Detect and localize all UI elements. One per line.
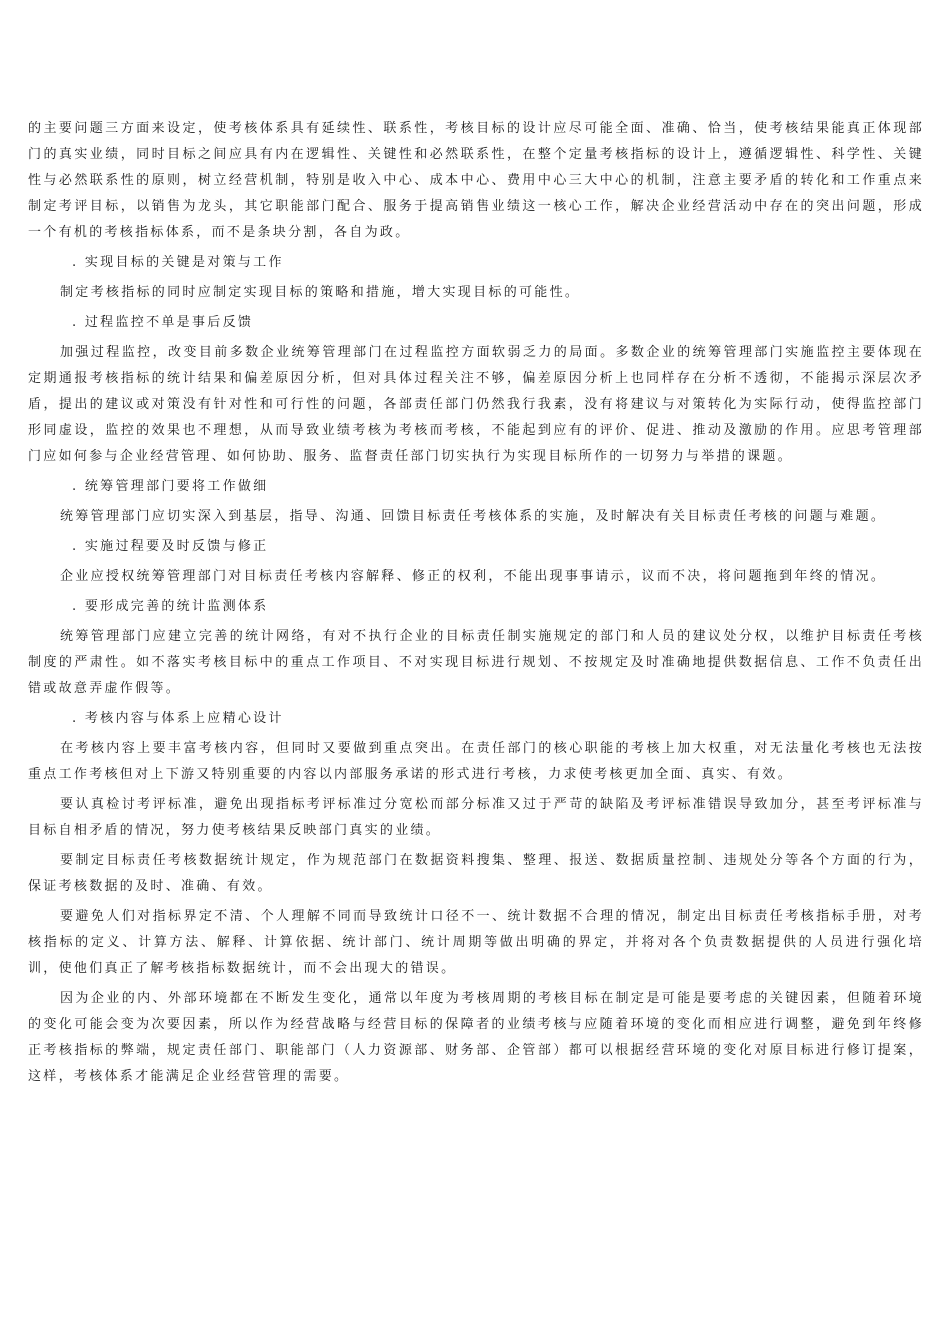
paragraph: 制定考核指标的同时应制定实现目标的策略和措施，增大实现目标的可能性。 — [60, 285, 581, 300]
paragraph: 要认真检讨考评标准，避免出现指标考评标准过分宽松而部分标准又过于严苛的缺陷及考评标准错误导致加分，甚至考评标准与目标自相矛盾的情况，努力使考核结果反映部门真实的业绩。 — [28, 797, 924, 838]
paragraph: 企业应授权统筹管理部门对目标责任考核内容解释、修正的权利，不能出现事事请示，议而不决，将问题拖到年终的情况。 — [60, 569, 887, 584]
section-heading: . 实施过程要及时反馈与修正 — [72, 539, 269, 554]
document-page — [28, 116, 924, 1090]
paragraph: 在考核内容上要丰富考核内容，但同时又要做到重点突出。在责任部门的核心职能的考核上加大权重，对无法量化考核也无法按重点工作考核但对上下游又特别重要的内容以内部服务承诺的形式进行考核，力求使考核更加全面、真实、有效。 — [28, 741, 924, 782]
section-heading: . 考核内容与体系上应精心设计 — [72, 711, 284, 726]
paragraph: 的主要问题三方面来设定，使考核体系具有延续性、联系性，考核目标的设计应尽可能全面、准确、恰当，使考核结果能真正体现部门的真实业绩，同时目标之间应具有内在逻辑性、关键性和必然联系性，在整个定量考核指标的设计上，遵循逻辑性、科学性、关键性与必然联系性的原则，树立经营机制，特别是收入中心、成本中心、费用中心三大中心的机制，注意主要矛盾的转化和工作重点来制定考评目标，以销售为龙头，其它职能部门配合、服务于提高销售业绩这一核心工作，解决企业经营活动中存在的突出问题，形成一个有机的考核指标体系，而不是条块分割，各自为政。 — [28, 121, 924, 240]
paragraph: 要避免人们对指标界定不清、个人理解不同而导致统计口径不一、统计数据不合理的情况，制定出目标责任考核指标手册，对考核指标的定义、计算方法、解释、计算依据、统计部门、统计周期等做出明确的界定，并将对各个负责数据提供的人员进行强化培训，使他们真正了解考核指标数据统计，而不会出现大的错误。 — [28, 909, 924, 976]
paragraph: 要制定目标责任考核数据统计规定，作为规范部门在数据资料搜集、整理、报送、数据质量控制、违规处分等各个方面的行为，保证考核数据的及时、准确、有效。 — [28, 853, 924, 894]
section-heading: . 过程监控不单是事后反馈 — [72, 315, 254, 330]
section-heading: . 要形成完善的统计监测体系 — [72, 599, 269, 614]
paragraph: 加强过程监控，改变目前多数企业统筹管理部门在过程监控方面软弱乏力的局面。多数企业的统筹管理部门实施监控主要体现在定期通报考核指标的统计结果和偏差原因分析，但对具体过程关注不够，偏差原因分析上也同样存在分析不透彻，不能揭示深层次矛盾，提出的建议或对策没有针对性和可行性的问题，各部责任部门仍然我行我素，没有将建议与对策转化为实际行动，使得监控部门形同虚设，监控的效果也不理想，从而导致业绩考核为考核而考核，不能起到应有的评价、促进、推动及激励的作用。应思考管理部门应如何参与企业经营管理、如何协助、服务、监督责任部门切实执行为实现目标所作的一切努力与举措的课题。 — [28, 345, 924, 464]
paragraph: 统筹管理部门应切实深入到基层，指导、沟通、回馈目标责任考核体系的实施，及时解决有关目标责任考核的问题与难题。 — [60, 509, 887, 524]
paragraph: 统筹管理部门应建立完善的统计网络，有对不执行企业的目标责任制实施规定的部门和人员的建议处分权，以维护目标责任考核制度的严肃性。如不落实考核目标中的重点工作项目、不对实现目标进行规划、不按规定及时准确地提供数据信息、工作不负责任出错或故意弄虚作假等。 — [28, 629, 924, 696]
paragraph: 因为企业的内、外部环境都在不断发生变化，通常以年度为考核周期的考核目标在制定是可能是要考虑的关键因素，但随着环境的变化可能会变为次要因素，所以作为经营战略与经营目标的保障者的业绩考核与应随着环境的变化而相应进行调整，避免到年终修正考核指标的弊端，规定责任部门、职能部门（人力资源部、财务部、企管部）都可以根据经营环境的变化对原目标进行修订提案，这样，考核体系才能满足企业经营管理的需要。 — [28, 991, 924, 1084]
section-heading: . 统筹管理部门要将工作做细 — [72, 479, 269, 494]
section-heading: . 实现目标的关键是对策与工作 — [72, 255, 284, 270]
